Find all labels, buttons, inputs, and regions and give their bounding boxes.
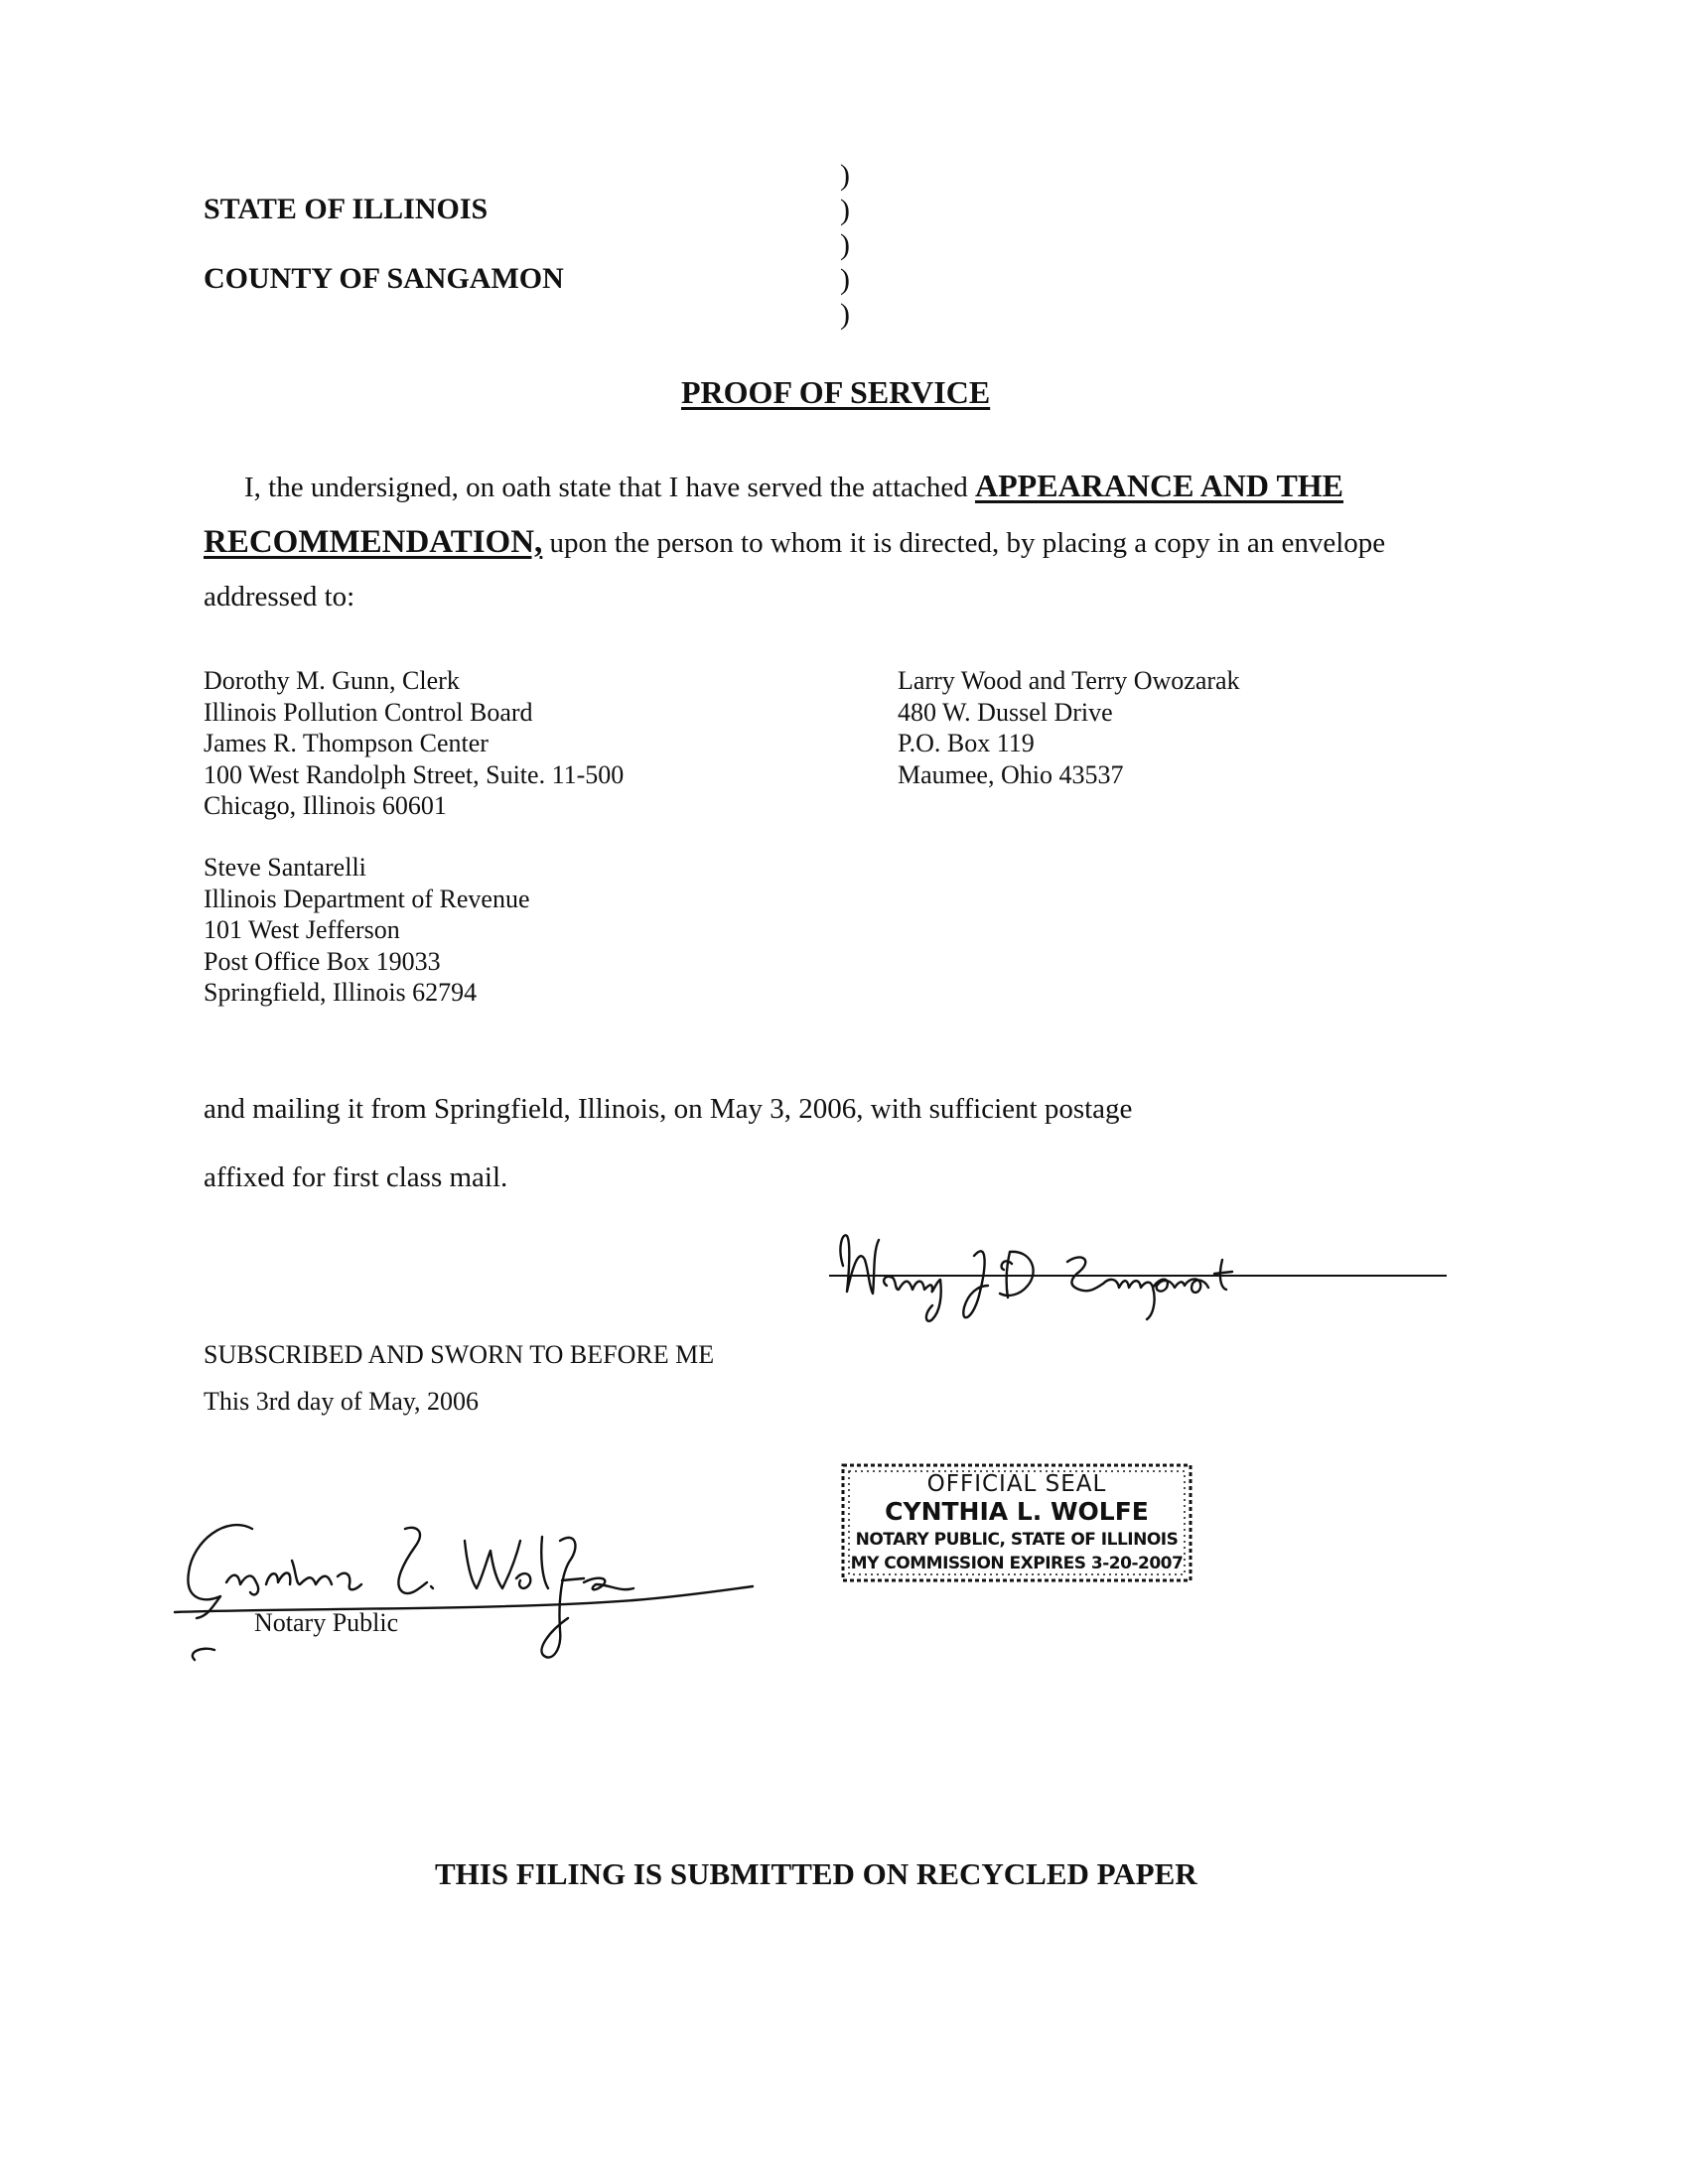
address-line: James R. Thompson Center [204,729,489,757]
intro-bold: RECOMMENDATION, [204,524,543,560]
county-caption: COUNTY OF SANGAMON [204,262,564,295]
seal-line-1: NOTARY PUBLIC, STATE OF ILLINOIS [855,1530,1179,1550]
paren: ) [840,194,850,226]
address-block-gunn [204,665,624,822]
paren: ) [840,159,850,192]
notary-signature [167,1501,763,1665]
address-line: 101 West Jefferson [204,915,400,944]
intro-line-3: addressed to: [204,581,355,613]
address-line: Maumee, Ohio 43537 [898,759,1124,789]
address-line: Illinois Department of Revenue [204,884,530,913]
jurat-line-2: This 3rd day of May, 2006 [204,1387,480,1416]
footer-recycled-notice: THIS FILING IS SUBMITTED ON RECYCLED PAPER [435,1856,1197,1891]
address-line: Illinois Pollution Control Board [204,697,533,727]
seal-title: OFFICIAL SEAL [926,1471,1107,1497]
state-caption: STATE OF ILLINOIS [204,193,489,225]
address-line: P.O. Box 119 [898,729,1035,757]
document-title: PROOF OF SERVICE [681,374,991,410]
address-line: Springfield, Illinois 62794 [204,978,478,1007]
address-line: Dorothy M. Gunn, Clerk [204,666,460,695]
address-block-santarelli [204,852,530,1009]
address-line: Chicago, Illinois 60601 [204,791,447,820]
address-line: Larry Wood and Terry Owozarak [898,666,1240,695]
seal-line-2: MY COMMISSION EXPIRES 3-20-2007 [850,1554,1184,1573]
mailing-line-1: and mailing it from Springfield, Illinois, on May 3, 2006, with sufficient postage [204,1093,1133,1125]
paren: ) [840,263,850,296]
jurat-line-1: SUBSCRIBED AND SWORN TO BEFORE ME [204,1340,715,1369]
intro-line-1 [244,468,1343,504]
intro-line-2 [204,524,1385,561]
intro-bold: APPEARANCE AND THE [975,468,1344,503]
signer-signature-line [829,1275,1447,1277]
intro-text: upon the person to whom it is directed, by placing a copy in an envelope [542,527,1386,559]
address-line: 100 West Randolph Street, Suite. 11-500 [204,759,625,789]
notary-public-label: Notary Public [254,1608,399,1637]
mailing-line-2: affixed for first class mail. [204,1161,508,1193]
intro-text: I, the undersigned, on oath state that I have served the attached [244,472,976,503]
paren: ) [840,298,850,331]
address-line: Steve Santarelli [204,853,366,882]
official-seal [840,1462,1193,1583]
address-block-wood [898,665,1240,790]
seal-name: CYNTHIA L. WOLFE [885,1497,1149,1526]
paren: ) [840,228,850,261]
address-line: 480 W. Dussel Drive [898,697,1113,727]
address-line: Post Office Box 19033 [204,946,441,976]
signer-signature [829,1216,1266,1330]
